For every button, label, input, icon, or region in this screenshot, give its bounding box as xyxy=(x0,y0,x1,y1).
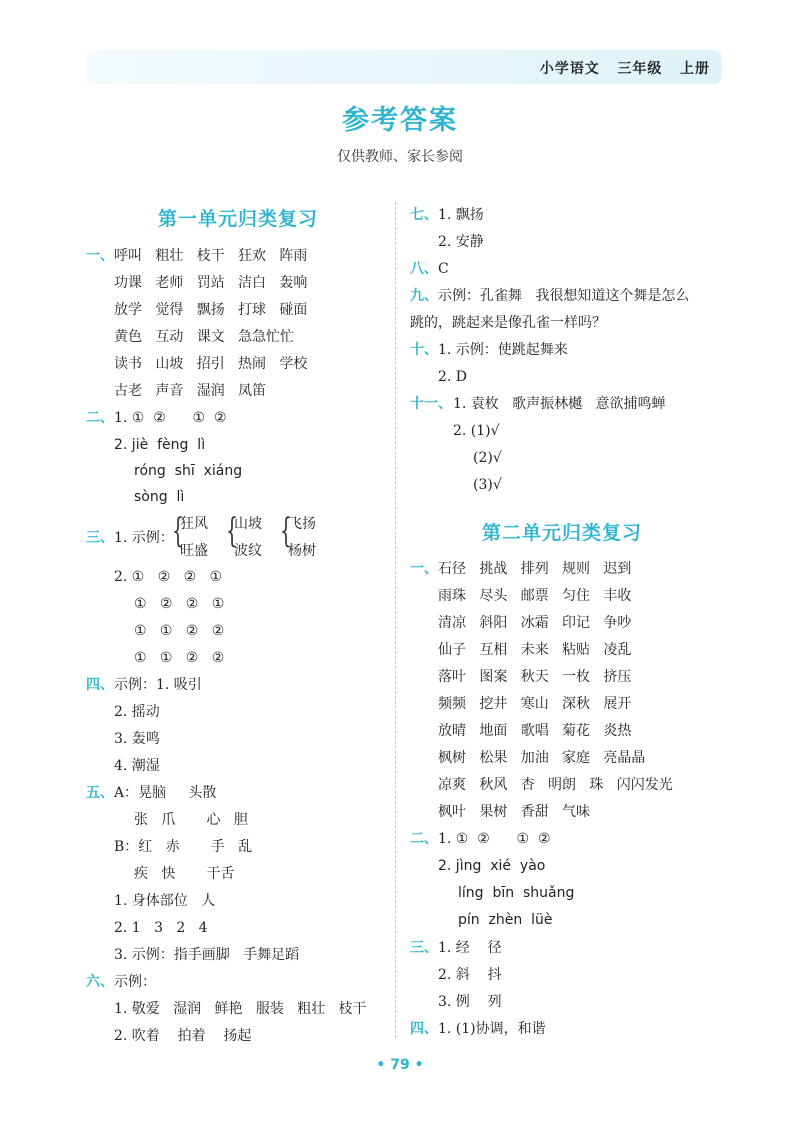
answer-line: 1. (1)协调，和谐 xyxy=(438,1021,546,1037)
answer-line: 2. (1)√ xyxy=(453,423,500,439)
answer-line: 1. 身体部位 人 xyxy=(114,893,216,909)
answer-word: 山坡 xyxy=(234,516,262,532)
answer-line: 跳的，跳起来是像孔雀一样吗？ xyxy=(410,315,606,331)
pinyin-line: 2. jiè fèng lì xyxy=(114,437,206,453)
answer-line: (3)√ xyxy=(473,477,502,493)
question-number: 一、 xyxy=(410,561,438,577)
brace-icon: { xyxy=(226,511,238,551)
answer-line: 张 爪 心 胆 xyxy=(134,812,248,828)
answer-line: 放晴 地面 歌唱 菊花 炎热 xyxy=(438,723,632,739)
answer-line: 2. D xyxy=(438,369,468,385)
answer-line: 雨珠 尽头 邮票 匀住 丰收 xyxy=(438,588,632,604)
answer-line: 1. 经 径 xyxy=(438,940,502,956)
answer-line: 示例： xyxy=(114,974,156,990)
section-title-unit2: 第二单元归类复习 xyxy=(482,522,643,544)
page-number: • 79 • xyxy=(376,1057,424,1073)
page-subtitle: 仅供教师、家长参阅 xyxy=(337,149,463,165)
answer-line: 2. 1 3 2 4 xyxy=(114,920,208,936)
answer-word: 狂风 xyxy=(180,516,208,532)
answer-line: 枫树 松果 加油 家庭 亮晶晶 xyxy=(438,750,646,766)
answer-line: ① ② ② ① xyxy=(134,596,225,612)
page-title: 参考答案 xyxy=(342,105,458,136)
answer-line: 2. ① ② ② ① xyxy=(114,569,223,585)
answer-line: 1. 飘扬 xyxy=(438,207,484,223)
question-number: 一、 xyxy=(86,248,114,264)
question-number: 八、 xyxy=(410,261,438,277)
question-number: 三、 xyxy=(86,530,114,546)
question-number: 三、 xyxy=(410,940,438,956)
answer-line: 石径 挑战 排列 规则 迟到 xyxy=(438,561,632,577)
header-text: 小学语文 三年级 上册 xyxy=(539,61,710,77)
answer-line: 示例：孔雀舞 我很想知道这个舞是怎么 xyxy=(438,288,690,304)
question-number: 六、 xyxy=(86,974,114,990)
answer-word: 飞扬 xyxy=(288,516,316,532)
answer-line: 凉爽 秋风 杏 明朗 珠 闪闪发光 xyxy=(438,777,673,793)
header-bar xyxy=(86,50,722,84)
answer-line: 4. 潮湿 xyxy=(114,758,160,774)
answer-line: 古老 声音 湿润 凤笛 xyxy=(114,383,267,399)
answer-line: 读书 山坡 招引 热闹 学校 xyxy=(114,356,308,372)
answer-line: 1. ① ② ① ② xyxy=(438,831,551,847)
question-number: 二、 xyxy=(410,831,438,847)
question-number: 九、 xyxy=(410,288,438,304)
answer-line: 疾 快 干舌 xyxy=(134,866,235,882)
pinyin-line: pín zhèn lüè xyxy=(458,912,553,928)
answer-line: (2)√ xyxy=(473,450,502,466)
answer-line: ① ① ② ② xyxy=(134,650,225,666)
answer-line: 2. 斜 抖 xyxy=(438,967,502,983)
answer-line: 1. ① ② ① ② xyxy=(114,410,227,426)
answer-word: 波纹 xyxy=(234,543,262,559)
answer-line: 1. 敬爱 湿润 鲜艳 服装 粗壮 枝干 xyxy=(114,1001,367,1017)
answer-line: 功课 老师 罚站 洁白 轰响 xyxy=(114,275,308,291)
answer-line: ① ① ② ② xyxy=(134,623,225,639)
answer-line: 呼叫 粗壮 枝干 狂欢 阵雨 xyxy=(114,248,308,264)
question-number: 七、 xyxy=(410,207,438,223)
column-divider xyxy=(395,202,396,1038)
answer-word: 杨树 xyxy=(288,543,316,559)
answer-line: 3. 示例：指手画脚 手舞足蹈 xyxy=(114,947,300,963)
answer-line: A：晃脑 头散 xyxy=(114,785,217,801)
answer-line: 枫叶 果树 香甜 气味 xyxy=(438,804,591,820)
answer-line: 2. 摇动 xyxy=(114,704,160,720)
answer-line: 2. 安静 xyxy=(438,234,484,250)
answer-line: 黄色 互动 课文 急急忙忙 xyxy=(114,329,295,345)
answer-line: 3. 轰鸣 xyxy=(114,731,160,747)
answer-line: 清凉 斜阳 冰霜 印记 争吵 xyxy=(438,615,632,631)
answer-line: 3. 例 列 xyxy=(438,994,502,1010)
answer-line: 落叶 图案 秋天 一枚 挤压 xyxy=(438,669,632,685)
pinyin-line: líng bīn shuǎng xyxy=(458,885,575,901)
question-number: 十、 xyxy=(410,342,438,358)
answer-line: 2. 吹着 拍着 扬起 xyxy=(114,1028,252,1044)
question-number: 二、 xyxy=(86,410,114,426)
pinyin-line: 2. jìng xié yào xyxy=(438,858,546,874)
answer-line: 放学 觉得 飘扬 打球 碰面 xyxy=(114,302,308,318)
answer-line: 频频 挖井 寒山 深秋 展开 xyxy=(438,696,632,712)
section-title-unit1: 第一单元归类复习 xyxy=(158,208,319,230)
question-number: 四、 xyxy=(86,677,114,693)
question-number: 十一、 xyxy=(410,396,452,412)
answer-line: C xyxy=(438,261,449,277)
pinyin-line: róng shī xiáng xyxy=(134,463,243,479)
answer-lead: 1. 示例： xyxy=(114,530,174,546)
answer-line: 1. 袁枚 歌声振林樾 意欲捕鸣蝉 xyxy=(453,396,666,412)
pinyin-line: sòng lì xyxy=(134,489,185,505)
brace-icon: { xyxy=(280,511,292,551)
question-number: 四、 xyxy=(410,1021,438,1037)
answer-word: 旺盛 xyxy=(180,543,208,559)
answer-line: 示例：1. 吸引 xyxy=(114,677,202,693)
answer-line: 仙子 互相 未来 粘贴 凌乱 xyxy=(438,642,632,658)
question-number: 五、 xyxy=(86,785,114,801)
answer-line: B：红 赤 手 乱 xyxy=(114,839,253,855)
brace-icon: { xyxy=(172,511,184,551)
answer-line: 1. 示例：使跳起舞来 xyxy=(438,342,568,358)
